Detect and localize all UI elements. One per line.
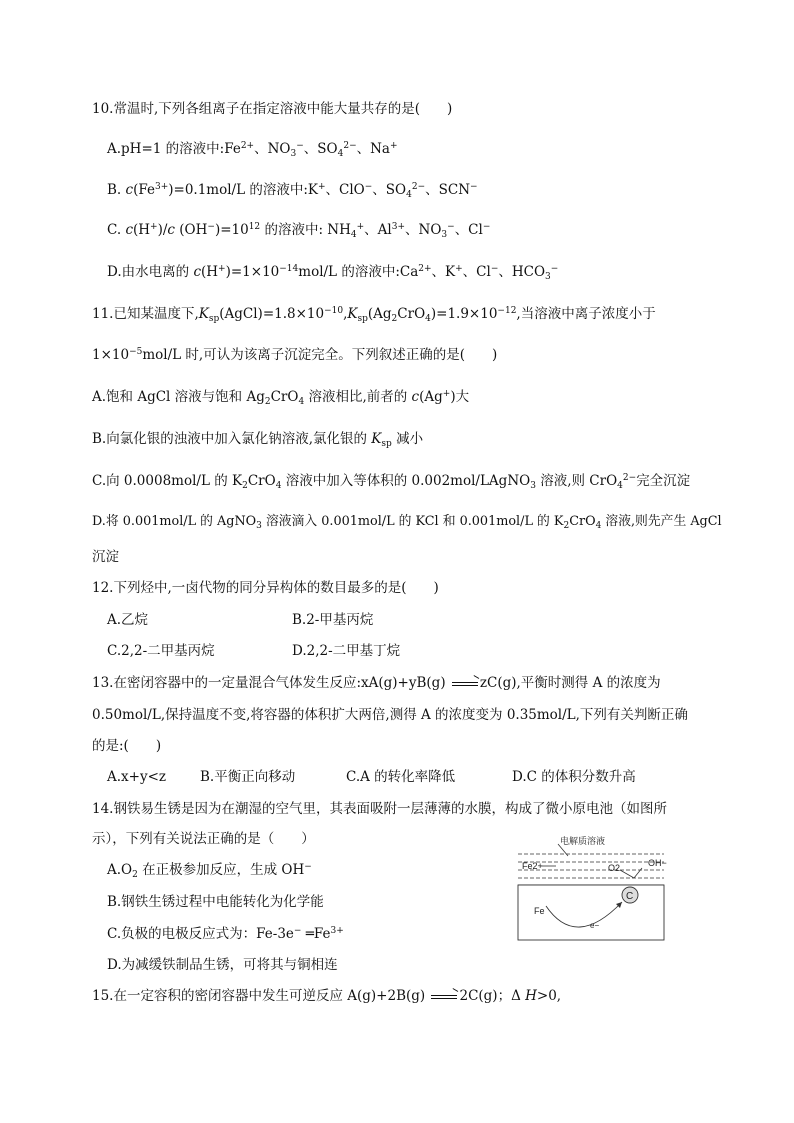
q11-option-d-line1: D.将 0.001mol/L 的 AgNO$_3$ 溶液滴入 0.001mol/L 的 KCl 和 0.001mol/L 的 $K_2CrO_4$ 溶液,则先产生 AgCl <box>92 514 722 531</box>
label-oh: OH− <box>648 858 667 868</box>
q14-option-a: $A.O_2$ 在正极参加反应，生成 OH− <box>107 862 312 880</box>
q14-stem-line2: 示），下列有关说法正确的是（ ） <box>92 831 315 847</box>
label-c: C <box>626 891 634 902</box>
q15-stem: 15.在一定容积的密闭容器中发生可逆反应 A(g)+2B(g) 2C(g)；Δ H>0, <box>92 988 562 1004</box>
q10-option-a: A.pH=1 的溶液中$:Fe^{2+}$、$NO_3^-$、$SO_4^{2-}$、Na+ <box>107 141 398 159</box>
q13-option-b: B.平衡正向移动 <box>200 769 296 785</box>
q13-option-d: D.C 的体积分数升高 <box>512 769 636 785</box>
q12-option-b: B.2-甲基丙烷 <box>292 612 374 628</box>
q11-option-c: C.向 0.0008mol/L 的 $K_2CrO_4$ 溶液中加入等体积的 0.002mol/LAgNO$_3$ 溶液,则 CrO$_4^{2-}$完全沉淀 <box>92 473 691 491</box>
label-fe2: Fe2+ <box>522 861 543 871</box>
q11-stem-line1: 11.已知某温度下$,K_{sp}(AgCl)=1.8\times 10^{-10},K_{sp}(Ag_2CrO_4)=1.9\times 10^{-12}$,当溶液中离子浓度小于 <box>92 306 656 324</box>
label-fe: Fe <box>534 906 545 916</box>
q11-option-a: A.饱和 AgCl 溶液与饱和 $Ag_2CrO_4$ 溶液相比,前者的 c(Ag+)大 <box>92 389 470 407</box>
corrosion-cell-figure <box>516 832 668 944</box>
q12-option-d: D.2,2-二甲基丁烷 <box>292 643 401 659</box>
q14-stem-line1: 14.钢铁易生锈是因为在潮湿的空气里，其表面吸附一层薄薄的水膜，构成了微小原电池（如图所 <box>92 801 667 817</box>
corrosion-cell-diagram <box>516 832 668 944</box>
q13-stem-line1: 13.在密闭容器中的一定量混合气体发生反应:xA(g)+yB(g) zC(g),平衡时测得 A 的浓度为 <box>92 675 661 691</box>
label-e: e− <box>590 921 600 930</box>
q13-stem-line2: 0.50mol/L,保持温度不变,将容器的体积扩大两倍,测得 A 的浓度变为 0.35mol/L,下列有关判断正确 <box>92 707 688 723</box>
label-solution: 电解质溶液 <box>560 836 606 846</box>
q11-option-b: B.向氯化银的浊液中加入氯化钠溶液,氯化银的 $K_{sp}$ 减小 <box>92 431 424 449</box>
q12-stem: 12.下列烃中,一卤代物的同分异构体的数目最多的是( ) <box>92 580 439 596</box>
q13-option-c: C.A 的转化率降低 <box>346 769 456 785</box>
q13-option-a: A.x+y<z <box>107 769 167 785</box>
q13-stem-line3: 的是:( ) <box>92 738 162 754</box>
q10-stem: 10.常温时,下列各组离子在指定溶液中能大量共存的是( ) <box>92 101 453 117</box>
q10-option-c: C. c(H+)/c $(OH^-)=10^{12}$ 的溶液中: $NH_4^+$、$Al^{3+}$、$NO_3^-$、Cl− <box>107 222 491 240</box>
label-o2: O2 <box>608 863 621 873</box>
q10-option-d: D.由水电离的 $c(H^+)=1\times 10^{-14}mol/L$ 的溶液中$:Ca^{2+}$、K+、Cl−、$HCO_3^-$ <box>107 264 559 282</box>
q14-option-c: C.负极的电极反应式为：Fe-3e− $═Fe^{3+}$ <box>107 926 344 942</box>
q12-option-a: A.乙烷 <box>107 612 149 628</box>
q14-option-d: D.为减缓铁制品生锈，可将其与铜相连 <box>107 957 338 973</box>
q12-option-c: C.2,2-二甲基丙烷 <box>107 643 215 659</box>
q11-option-d-line2: 沉淀 <box>92 549 119 565</box>
q14-option-b: B.钢铁生锈过程中电能转化为化学能 <box>107 894 324 910</box>
q11-stem-line2: $1\times 10^{-5}mol/L$ 时,可认为该离子沉淀完全。下列叙述正确的是( ) <box>92 347 498 363</box>
q10-option-b: B. $c(Fe^{3+})=0.1mol/L$ 的溶液中:K+、ClO−、$SO_4^{2-}$、SCN− <box>107 182 478 200</box>
